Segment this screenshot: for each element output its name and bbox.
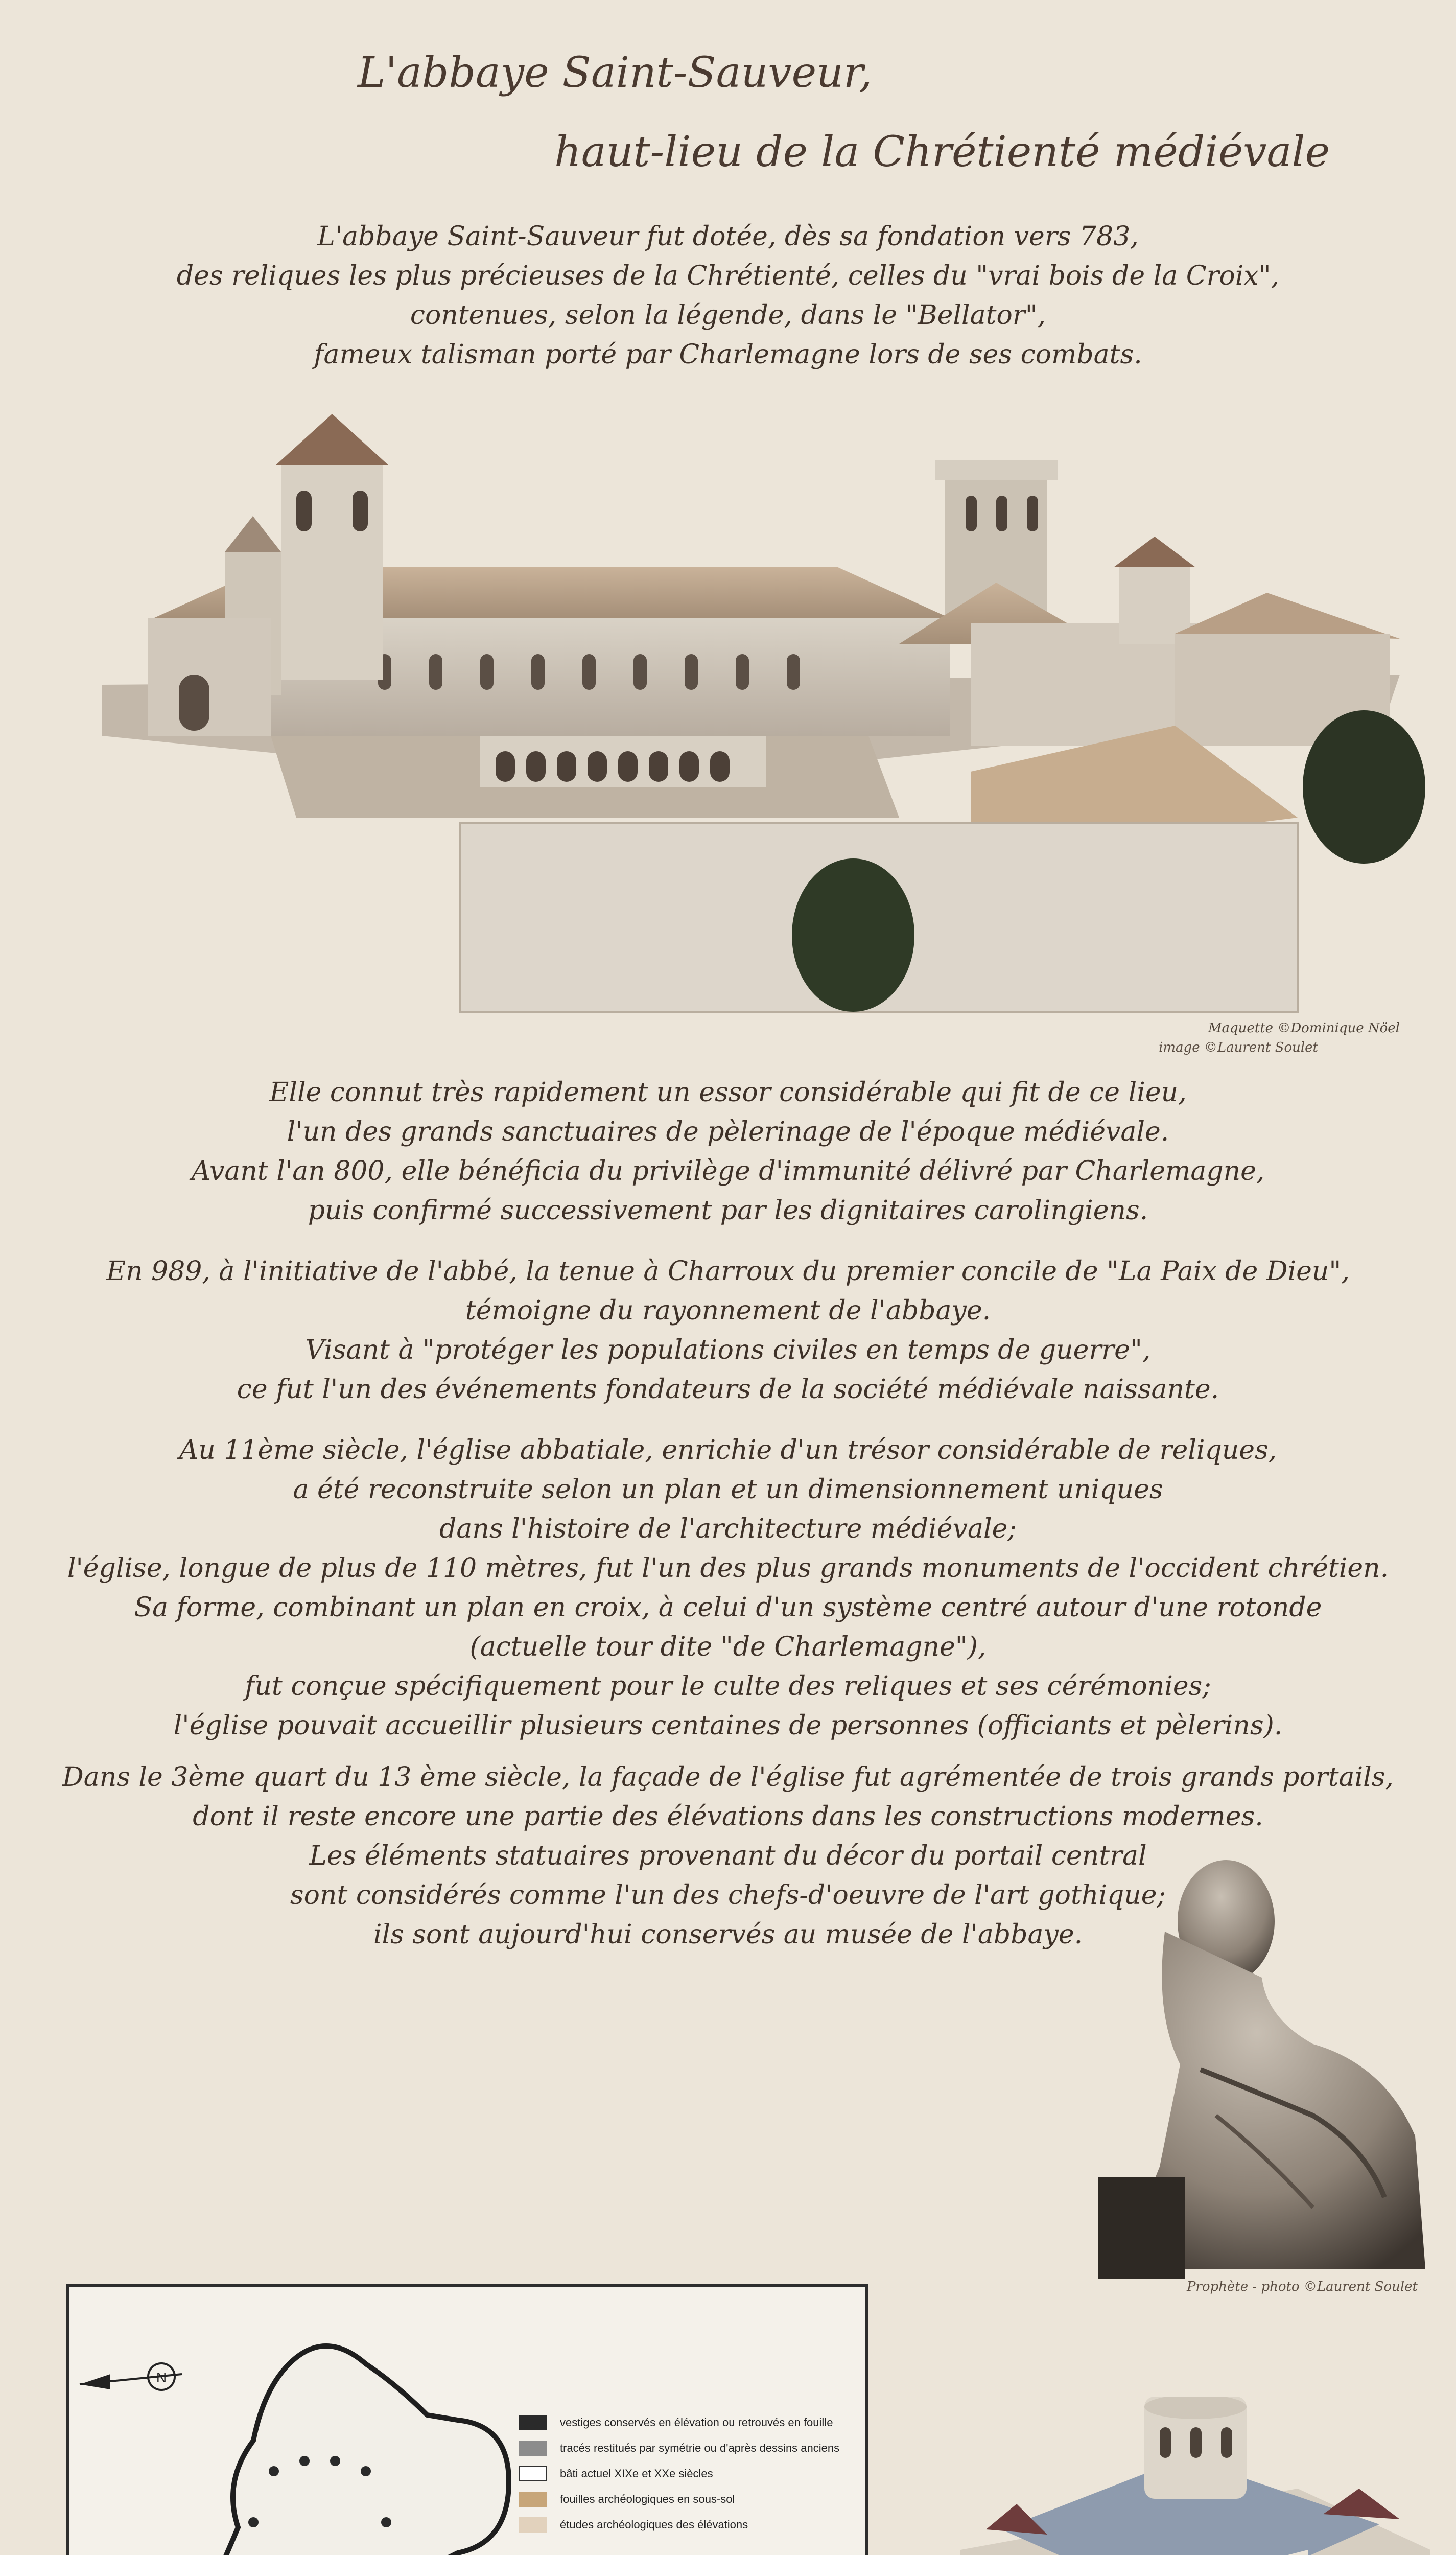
intro-line: L'abbaye Saint-Sauveur fut dotée, dès sa fondation vers 783,: [317, 221, 1139, 252]
body-line: En 989, à l'initiative de l'abbé, la tenue à Charroux du premier concile de "La Paix de Dieu",: [106, 1256, 1350, 1287]
body-line: ce fut l'un des événements fondateurs de la société médiévale naissante.: [237, 1374, 1219, 1405]
legend-item: vestiges conservés en élévation ou retrouvés en fouille: [519, 2415, 833, 2430]
intro-paragraph: [0, 217, 1456, 375]
north-label: N: [156, 2370, 167, 2385]
body-line: Sa forme, combinant un plan en croix, à celui d'un système centré autour d'une rotonde: [134, 1592, 1322, 1623]
abbey-plan: [66, 2284, 868, 2555]
body-line: a été reconstruite selon un plan et un dimensionnement uniques: [293, 1474, 1163, 1505]
intro-line: fameux talisman porté par Charlemagne lors de ses combats.: [314, 339, 1142, 370]
body-paragraph-1: [0, 1073, 1456, 1230]
body-line: puis confirmé successivement par les dignitaires carolingiens.: [308, 1195, 1148, 1226]
body-line: fut conçue spécifiquement pour le culte des reliques et ses cérémonies;: [245, 1671, 1211, 1702]
body-line: dans l'histoire de l'architecture médiévale;: [439, 1514, 1017, 1544]
body-paragraph-2: [0, 1252, 1456, 1409]
body-line: Dans le 3ème quart du 13 ème siècle, la façade de l'église fut agrémentée de trois grands portails,: [62, 1762, 1394, 1793]
abbey-model-photo: [102, 399, 1430, 1042]
intro-line: contenues, selon la légende, dans le "Bellator",: [410, 300, 1046, 331]
legend-item: études archéologiques des élévations: [519, 2517, 748, 2533]
body-paragraph-3: [0, 1431, 1456, 1746]
intro-line: des reliques les plus précieuses de la Chrétienté, celles du "vrai bois de la Croix",: [176, 261, 1280, 291]
body-line: (actuelle tour dite "de Charlemagne"),: [469, 1632, 987, 1662]
body-line: l'église pouvait accueillir plusieurs centaines de personnes (officiants et pèlerins).: [173, 1710, 1283, 1741]
body-line: Elle connut très rapidement un essor considérable qui fit de ce lieu,: [269, 1077, 1187, 1108]
model-credit-line-2: image ©Laurent Soulet: [1159, 1040, 1318, 1055]
page-title-line-1: L'abbaye Saint-Sauveur,: [358, 49, 873, 97]
page-title-line-2: haut-lieu de la Chrétienté médiévale: [554, 128, 1330, 176]
legend-item: bâti actuel XIXe et XXe siècles: [519, 2466, 713, 2481]
body-line: dont il reste encore une partie des élévations dans les constructions modernes.: [193, 1801, 1263, 1832]
body-line: témoigne du rayonnement de l'abbaye.: [465, 1295, 991, 1326]
legend-item: fouilles archéologiques en sous-sol: [519, 2492, 735, 2507]
body-line: l'église, longue de plus de 110 mètres, fut l'un des plus grands monuments de l'occident chrétien.: [67, 1553, 1389, 1584]
body-line: Avant l'an 800, elle bénéficia du privilège d'immunité délivré par Charlemagne,: [191, 1156, 1265, 1187]
body-line: ils sont aujourd'hui conservés au musée de l'abbaye.: [373, 1919, 1083, 1950]
body-line: Au 11ème siècle, l'église abbatiale, enrichie d'un trésor considérable de reliques,: [179, 1435, 1277, 1466]
abbey-model-photo-2: [940, 2397, 1430, 2555]
body-line: Les éléments statuaires provenant du décor du portail central: [309, 1841, 1147, 1871]
body-line: Visant à "protéger les populations civiles en temps de guerre",: [305, 1335, 1151, 1365]
body-line: sont considérés comme l'un des chefs-d'oeuvre de l'art gothique;: [290, 1880, 1166, 1911]
prophet-statue-photo: [1098, 1850, 1430, 2279]
statue-caption: Prophète - photo ©Laurent Soulet: [1186, 2279, 1418, 2294]
legend-item: tracés restitués par symétrie ou d'après dessins anciens: [519, 2441, 839, 2456]
body-line: l'un des grands sanctuaires de pèlerinage de l'époque médiévale.: [287, 1117, 1169, 1147]
model-credit-line-1: Maquette ©Dominique Nöel: [1208, 1020, 1400, 1036]
